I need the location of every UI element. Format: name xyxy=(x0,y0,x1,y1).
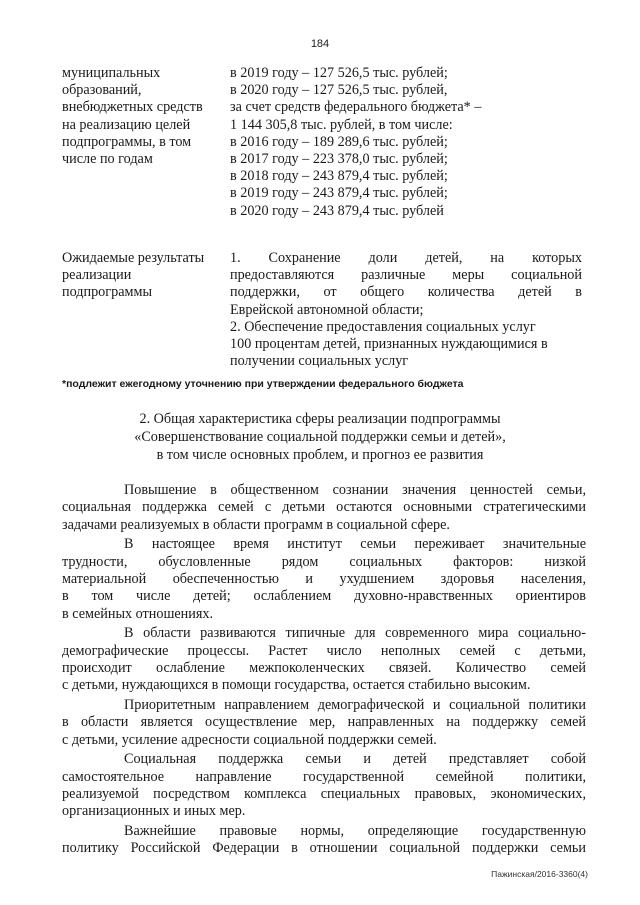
paragraph-line: демографические процессы. Растет число неполных семей с детьми, xyxy=(62,642,586,659)
paragraph-line: Важнейшие правовые нормы, определяющие государственную xyxy=(124,822,586,839)
funding-value-line: за счет средств федерального бюджета* – xyxy=(230,99,482,116)
paragraph-line: в том числе детей; ослаблением духовно-нравственных ориентиров xyxy=(62,588,586,605)
results-value-line: 1. Сохранение доли детей, на которых xyxy=(230,250,582,266)
paragraph xyxy=(62,625,586,695)
paragraph-line: в области является осуществление мер, направленных на поддержку семей xyxy=(62,714,586,731)
paragraph-line: Приоритетным направлением демографической и социальной политики xyxy=(124,696,586,713)
section-heading-line: 2. Общая характеристика сферы реализации подпрограммы xyxy=(139,411,501,427)
funding-value-line: 1 144 305,8 тыс. рублей, в том числе: xyxy=(230,116,453,133)
funding-label-line: муниципальных xyxy=(62,65,161,81)
results-value-line: Еврейской автономной области; xyxy=(230,301,424,318)
body-text xyxy=(62,482,586,860)
paragraph-line: политику Российской Федерации в отношении социальной поддержки семьи xyxy=(62,840,586,857)
page-number: 184 xyxy=(310,38,330,50)
section-heading xyxy=(60,410,580,464)
results-row xyxy=(62,250,582,375)
funding-label-line: внебюджетных средств xyxy=(62,99,203,116)
paragraph-line: реализуемой посредством комплекса специальных правовых, экономических, xyxy=(62,785,586,802)
funding-label-line: подпрограммы, в том xyxy=(62,133,192,150)
results-value-line: предоставляются различные меры социальной xyxy=(230,267,582,284)
section-heading-line: в том числе основных проблем, и прогноз ее развития xyxy=(156,447,484,463)
results-label-line: подпрограммы xyxy=(62,284,152,301)
funding-label-line: на реализацию целей xyxy=(62,116,191,133)
results-label-line: Ожидаемые результаты xyxy=(62,250,205,266)
funding-value-line: в 2017 году – 223 378,0 тыс. рублей; xyxy=(230,151,448,168)
funding-row xyxy=(62,65,582,227)
funding-value-line: в 2019 году – 127 526,5 тыс. рублей; xyxy=(230,65,448,81)
footnote: *подлежит ежегодному уточнению при утверждении федерального бюджета xyxy=(62,378,464,390)
paragraph-line: задачами реализуемых в области программ в социальной сфере. xyxy=(62,516,450,533)
paragraph xyxy=(62,482,586,534)
results-value-line: 2. Обеспечение предоставления социальных услуг xyxy=(230,318,536,335)
paragraph-line: Социальная поддержка семьи и детей представляет собой xyxy=(124,751,586,768)
funding-label xyxy=(62,65,227,168)
paragraph-line: происходит ослабление межпоколенческих связей. Количество семей xyxy=(62,660,586,677)
funding-label-line: образований, xyxy=(62,82,142,99)
paragraph-line: с детьми, усиление адресности социальной поддержки семей. xyxy=(62,731,437,748)
funding-value-line: в 2019 году – 243 879,4 тыс. рублей; xyxy=(230,185,448,202)
funding-value-line: в 2020 году – 243 879,4 тыс. рублей xyxy=(230,202,444,219)
paragraph xyxy=(62,536,586,623)
paragraph-line: с детьми, нуждающихся в помощи государства, остается стабильно высоким. xyxy=(62,677,531,694)
results-value-line: получении социальных услуг xyxy=(230,353,409,370)
funding-values xyxy=(230,65,582,220)
paragraph-line: трудности, обусловленные рядом социальных факторов: низкой xyxy=(62,553,586,570)
results-values xyxy=(230,250,582,370)
paragraph-line: самостоятельное направление государственной семейной политики, xyxy=(62,768,586,785)
paragraph-line: организационных и иных мер. xyxy=(62,803,246,820)
paragraph-line: в семейных отношениях. xyxy=(62,605,214,622)
paragraph xyxy=(62,822,586,858)
section-heading-line: «Совершенствование социальной поддержки семьи и детей», xyxy=(134,429,506,445)
results-label xyxy=(62,250,227,302)
results-label-line: реализации xyxy=(62,267,132,284)
paragraph-line: Повышение в общественном сознании значения ценностей семьи, xyxy=(124,482,586,498)
paragraph-line: В настоящее время институт семьи переживает значительные xyxy=(124,536,586,553)
results-value-line: поддержки, от общего количества детей в xyxy=(230,284,582,301)
funding-label-line: числе по годам xyxy=(62,151,153,168)
paragraph xyxy=(62,751,586,821)
paragraph-line: материальной обеспеченностью и ухудшением здоровья населения, xyxy=(62,571,586,588)
funding-value-line: в 2016 году – 189 289,6 тыс. рублей; xyxy=(230,133,448,150)
funding-value-line: в 2020 году – 127 526,5 тыс. рублей, xyxy=(230,82,448,99)
paragraph-line: социальная поддержка семей с детьми остаются основными стратегическими xyxy=(62,499,586,516)
paragraph-line: В области развиваются типичные для современного мира социально- xyxy=(124,625,586,642)
document-code: Пажинская/2016-3360(4) xyxy=(491,869,588,879)
funding-value-line: в 2018 году – 243 879,4 тыс. рублей; xyxy=(230,168,448,185)
paragraph xyxy=(62,696,586,749)
results-value-line: 100 процентам детей, признанных нуждающимися в xyxy=(230,336,548,353)
